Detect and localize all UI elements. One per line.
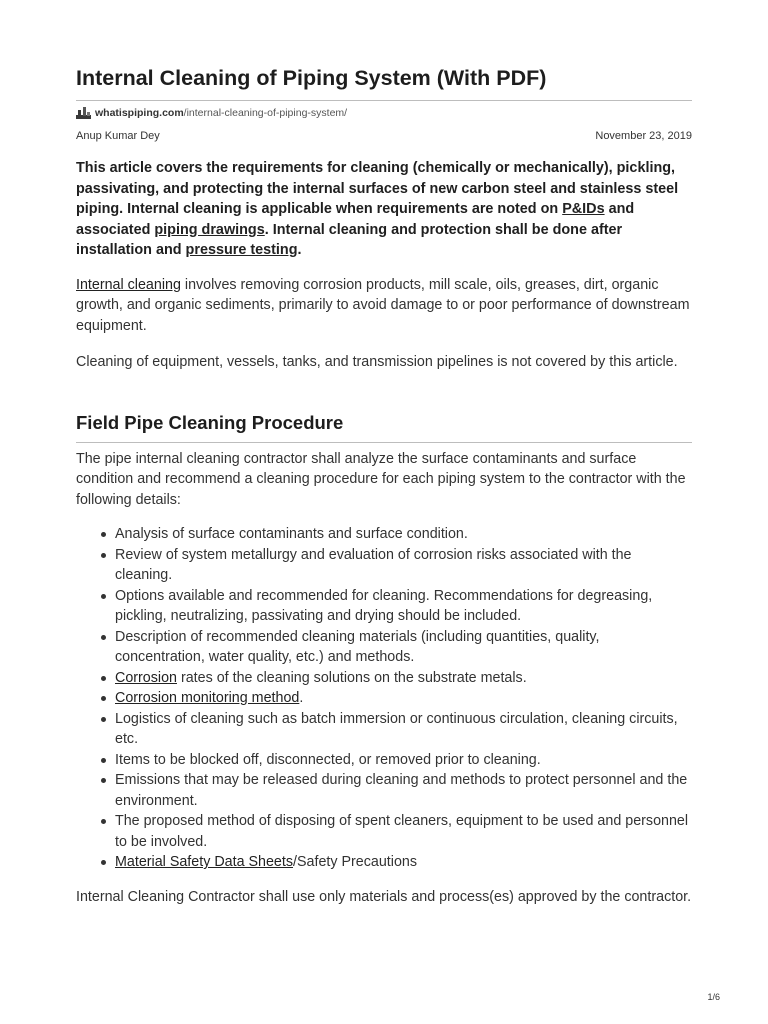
paragraph-internal-cleaning [76, 275, 692, 336]
section-divider [76, 442, 692, 443]
internal-cleaning-link[interactable]: Internal cleaning [76, 277, 181, 293]
paragraph-approved-materials: Internal Cleaning Contractor shall use only materials and process(es) approved by the contractor. [76, 889, 692, 905]
list-item: Analysis of surface contaminants and surface condition. [76, 524, 692, 545]
piping-drawings-link[interactable]: piping drawings [154, 221, 265, 238]
intro-paragraph [76, 158, 692, 261]
source-domain[interactable]: whatispiping.com [95, 106, 184, 119]
list-item [76, 688, 692, 709]
details-list [76, 524, 692, 873]
whatispiping-logo-icon [76, 106, 91, 119]
paragraph-1-text: involves removing corrosion products, mill scale, oils, greases, dirt, organic growth, and organic sediments, primarily to avoid damage to or poor performance of downstream equipment. [76, 277, 690, 334]
paragraph-scope: Cleaning of equipment, vessels, tanks, and transmission pipelines is not covered by this article. [76, 354, 678, 370]
intro-text-3: . Internal cleaning and protection shall be done after installation and [76, 221, 623, 258]
source-url[interactable] [76, 106, 347, 119]
paragraph-contractor-analysis: The pipe internal cleaning contractor shall analyze the surface contaminants and surface condition and recommend a cleaning procedure for each piping system to the contractor with the following details: [76, 451, 686, 508]
title-divider [76, 100, 692, 101]
msds-link[interactable]: Material Safety Data Sheets [115, 854, 294, 870]
list-item-text: . [299, 690, 304, 706]
list-item: Description of recommended cleaning materials (including quantities, quality, concentration, water quality, etc.) and methods. [76, 627, 692, 668]
section-heading: Field Pipe Cleaning Procedure [76, 412, 344, 433]
intro-text-4: . [297, 242, 302, 258]
publish-date: November 23, 2019 [595, 130, 692, 142]
page-number: 1/6 [707, 992, 720, 1002]
list-item [76, 852, 692, 873]
list-item: Options available and recommended for cleaning. Recommendations for degreasing, pickling, neutralizing, passivating and drying should be included. [76, 586, 692, 627]
author-name: Anup Kumar Dey [76, 130, 160, 142]
list-item-text: rates of the cleaning solutions on the substrate metals. [176, 669, 527, 686]
article-meta [76, 130, 692, 142]
pids-link[interactable]: P&IDs [562, 201, 605, 217]
list-item: Items to be blocked off, disconnected, or removed prior to cleaning. [76, 750, 692, 771]
intro-text-2: and associated [76, 201, 635, 238]
list-item [76, 668, 692, 689]
source-path[interactable]: /internal-cleaning-of-piping-system/ [183, 106, 348, 119]
intro-text-1: This article covers the requirements for cleaning (chemically or mechanically), pickling, passivating, and protecting the internal surfaces of new carbon steel and stainless steel piping. Internal cleaning is applicable when requirements are noted on [76, 160, 679, 217]
list-item: The proposed method of disposing of spent cleaners, equipment to be used and personnel to be involved. [76, 811, 692, 852]
pressure-testing-link[interactable]: pressure testing [185, 242, 298, 258]
list-item: Review of system metallurgy and evaluation of corrosion risks associated with the cleaning. [76, 545, 692, 586]
list-item: Emissions that may be released during cleaning and methods to protect personnel and the environment. [76, 770, 692, 811]
corrosion-monitoring-link[interactable]: Corrosion monitoring method [115, 690, 300, 706]
corrosion-link[interactable]: Corrosion [115, 669, 177, 686]
list-item-text: /Safety Precautions [293, 854, 417, 870]
list-item: Logistics of cleaning such as batch immersion or continuous circulation, cleaning circuits, etc. [76, 709, 692, 750]
article-title: Internal Cleaning of Piping System (With PDF) [76, 66, 547, 90]
